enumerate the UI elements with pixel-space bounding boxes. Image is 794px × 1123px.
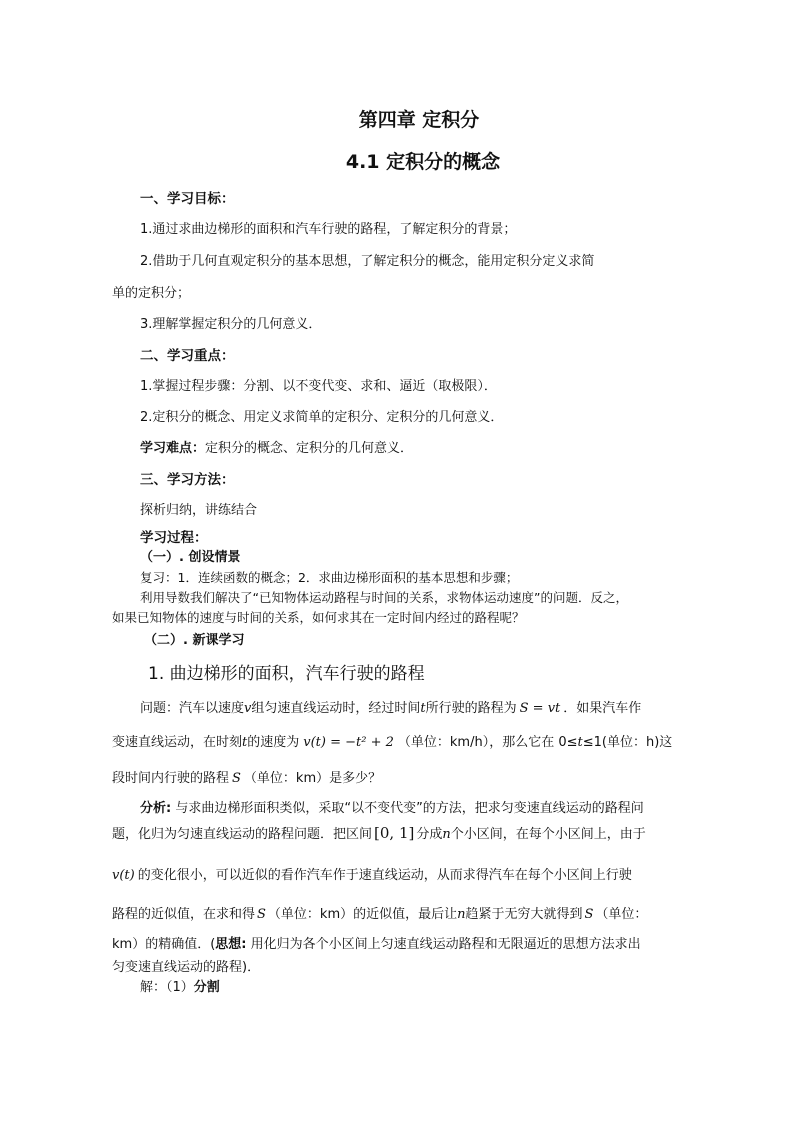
math-formula: v(t) = −t² + 2 xyxy=(303,735,394,750)
math-interval: [0, 1] xyxy=(374,824,415,842)
problem-text: 所行驶的路程为 xyxy=(425,701,517,716)
process-heading: 学习过程： xyxy=(140,530,208,546)
problem-text: 组匀速直线运动时，经过时间 xyxy=(251,701,421,716)
analysis-text: 趋紧于无穷大就得到 xyxy=(465,907,583,922)
intro-line: 利用导数我们解决了“已知物体运动路程与时间的关系，求物体运动速度”的问题．反之， xyxy=(140,590,628,605)
solution-line xyxy=(140,976,220,995)
objective-item: 3.理解掌握定积分的几何意义． xyxy=(140,317,322,332)
focus-item: 2.定积分的概念、用定义求简单的定积分、定积分的几何意义． xyxy=(140,410,504,425)
math-formula: v(t) xyxy=(112,868,135,883)
topic-heading: 1. 曲边梯形的面积，汽车行驶的路程 xyxy=(148,664,425,684)
problem-line xyxy=(112,731,672,750)
analysis-text: 题，化归为匀速直线运动的路程问题．把区间 xyxy=(112,827,373,842)
analysis-text: 个小区间，在每个小区间上，由于 xyxy=(450,827,646,842)
math-var: S xyxy=(257,907,266,922)
focus-item: 1.掌握过程步骤：分割、以不变代变、求和、逼近（取极限）． xyxy=(140,379,497,394)
difficulty-label: 学习难点： xyxy=(140,441,206,456)
problem-text: 问题：汽车以速度 xyxy=(140,701,245,716)
analysis-text: （单位：km）的近似值，最后让 xyxy=(267,907,458,922)
problem-text: ．如果汽车作 xyxy=(563,701,642,716)
analysis-label: 分析: xyxy=(140,801,172,816)
problem-text: 段时间内行驶的路程 xyxy=(112,771,230,786)
math-var: n xyxy=(442,827,451,842)
analysis-text: km）的精确值．( xyxy=(112,937,216,952)
analysis-text: 的变化很小，可以近似的看作汽车作于速直线运动，从而求得汽车在每个小区间上行驶 xyxy=(137,868,632,883)
math-var: t xyxy=(577,735,583,750)
problem-text: （单位：km/h），那么它在 0≤ xyxy=(397,735,578,750)
math-var: v xyxy=(244,701,252,716)
intro-line: 如果已知物体的速度与时间的关系，如何求其在一定时间内经过的路程呢？ xyxy=(112,610,525,625)
problem-text: （单位：km）是多少？ xyxy=(243,771,382,786)
difficulty-text: 定积分的概念、定积分的几何意义． xyxy=(205,441,414,456)
analysis-text: 用化归为各个小区间上匀速直线运动路程和无限逼近的思想方法求出 xyxy=(246,937,641,952)
analysis-text: 路程的近似值，在求和得 xyxy=(112,907,256,922)
math-var: S xyxy=(584,907,594,922)
analysis-text: （单位： xyxy=(595,907,648,922)
analysis-line: 匀变速直线运动的路程)． xyxy=(112,960,261,975)
methods-text: 探析归纳，讲练结合 xyxy=(140,503,258,518)
difficulty-line xyxy=(140,437,413,456)
review-line: 复习：1．连续函数的概念；2．求曲边梯形面积的基本思想和步骤； xyxy=(140,570,519,585)
analysis-line xyxy=(112,864,632,883)
problem-text: 的速度为 xyxy=(247,735,300,750)
analysis-text: 与求曲边梯形面积类似，采取“以不变代变”的方法，把求匀变速直线运动的路程问 xyxy=(171,801,644,816)
focus-heading: 二、学习重点： xyxy=(140,348,235,364)
section-title: 4.1 定积分的概念 xyxy=(345,151,501,173)
analysis-line xyxy=(112,933,641,952)
subsection-heading: （一）. 创设情景 xyxy=(140,550,241,565)
problem-line xyxy=(112,767,381,786)
analysis-line xyxy=(112,823,646,842)
chapter-title: 第四章 定积分 xyxy=(358,109,480,131)
objective-item: 1.通过求曲边梯形的面积和汽车行驶的路程，了解定积分的背景； xyxy=(140,222,517,237)
math-var: n xyxy=(457,907,466,922)
problem-text: 变速直线运动，在时刻 xyxy=(112,735,243,750)
subsection-heading: （二）. 新课学习 xyxy=(144,633,245,648)
thought-label: 思想: xyxy=(215,937,247,952)
objectives-heading: 一、学习目标： xyxy=(140,191,235,207)
methods-heading: 三、学习方法： xyxy=(140,472,235,488)
objective-item: 2.借助于几何直观定积分的基本思想，了解定积分的概念，能用定积分定义求简 xyxy=(140,254,595,269)
analysis-line xyxy=(140,797,644,816)
analysis-text: 分成 xyxy=(416,827,443,842)
math-var: S xyxy=(232,771,241,786)
math-formula: S = vt xyxy=(519,701,561,716)
solution-label: 解：（1） xyxy=(140,980,194,995)
problem-line xyxy=(140,697,641,716)
analysis-line xyxy=(112,903,647,922)
problem-text: ≤1(单位：h)这 xyxy=(582,735,673,750)
math-var: t xyxy=(242,735,248,750)
solution-step: 分割 xyxy=(193,980,220,995)
math-var: t xyxy=(420,701,426,716)
objective-item-continued: 单的定积分； xyxy=(112,286,191,301)
